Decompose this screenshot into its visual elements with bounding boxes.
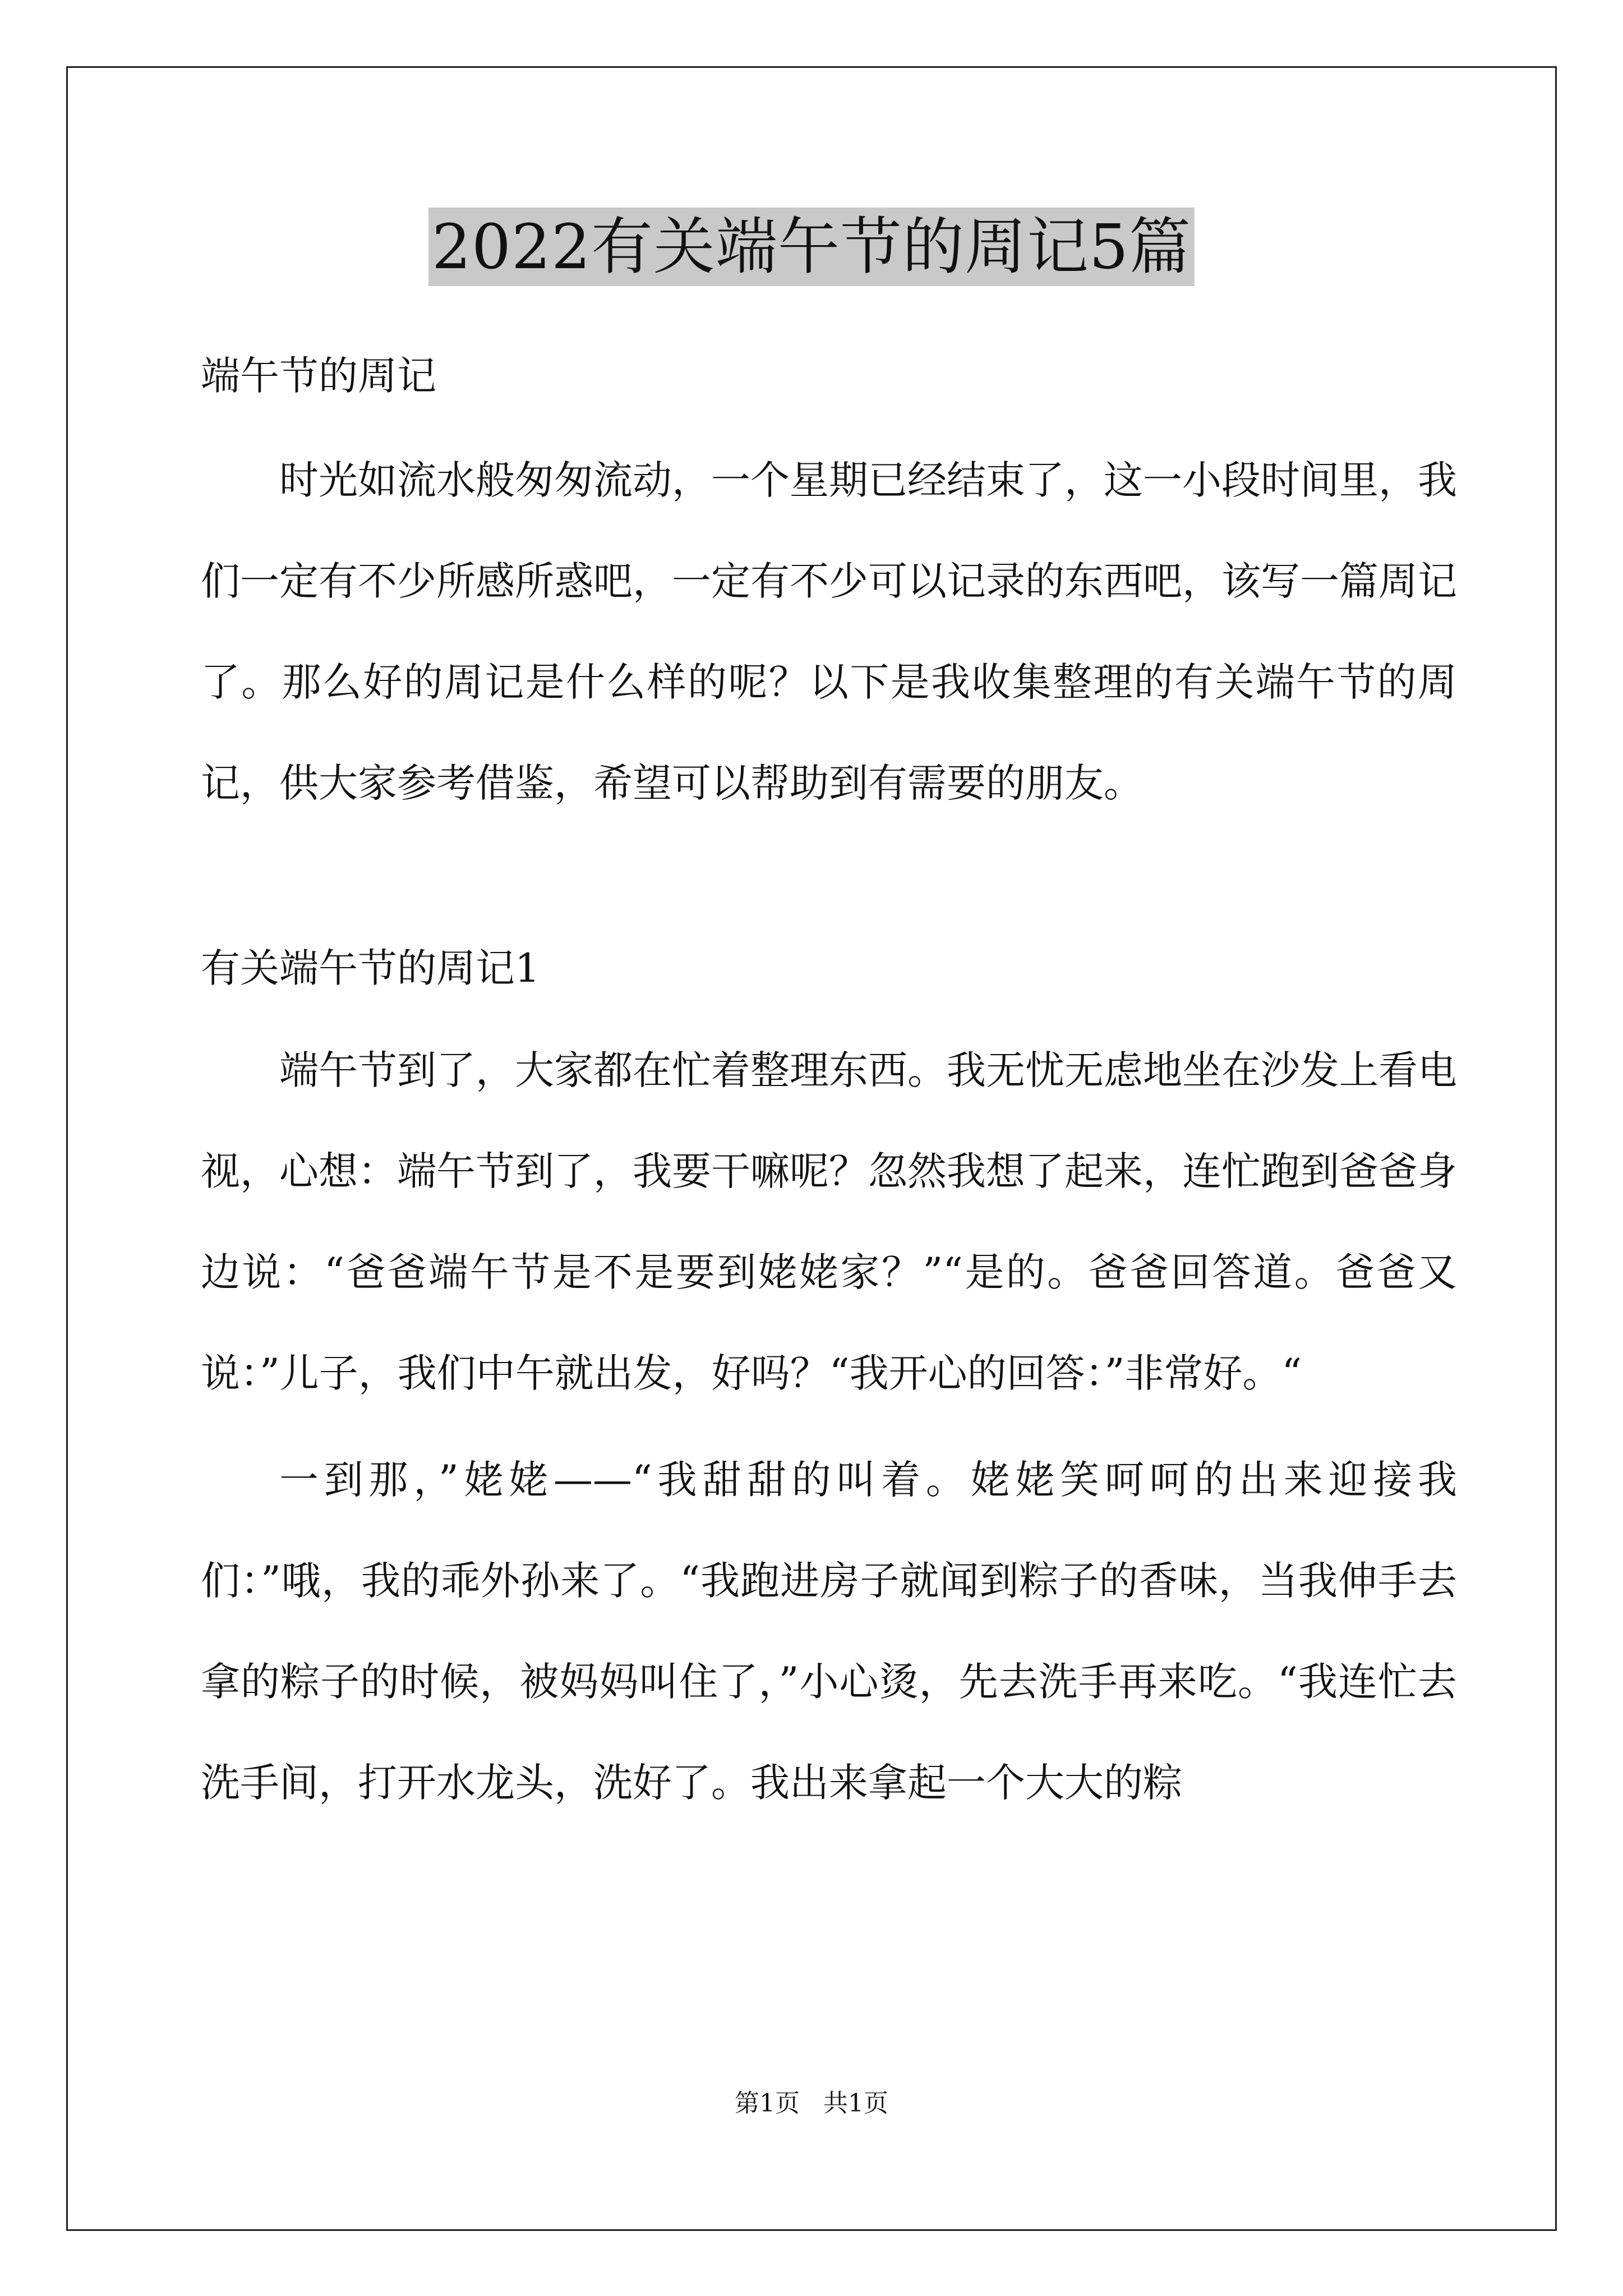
intro-heading: 端午节的周记 [201,353,436,399]
page-number-total: 共1页 [823,2089,888,2118]
document-body [201,337,1457,1833]
document-title: 2022有关端午节的周记5篇 [428,208,1195,286]
paragraph-1: 端午节到了，大家都在忙着整理东西。我无忧无虑地坐在沙发上看电视，心想：端午节到了，我要干嘛呢？忽然我想了起来，连忙跑到爸爸身边说：“爸爸端午节是不是要到姥姥家？”“是的。爸爸回答道。爸爸又说：”儿子，我们中午就出发，好吗？“我开心的回答：”非常好。“ [201,1047,1457,1396]
intro-paragraph: 时光如流水般匆匆流动，一个星期已经结束了，这一小段时间里，我们一定有不少所感所惑吧，一定有不少可以记录的东西吧，该写一篇周记了。那么好的周记是什么样的呢？以下是我收集整理的有关端午节的周记，供大家参考借鉴，希望可以帮助到有需要的朋友。 [201,457,1457,806]
paragraph-2: 一到那，”姥姥——“我甜甜的叫着。姥姥笑呵呵的出来迎接我们：”哦，我的乖外孙来了。“我跑进房子就闻到粽子的香味，当我伸手去拿的粽子的时候，被妈妈叫住了，”小心烫，先去洗手再来吃。“我连忙去洗手间，打开水龙头，洗好了。我出来拿起一个大大的粽 [201,1457,1457,1806]
page-footer [0,2087,1623,2120]
title-container [0,208,1623,286]
section-spacer [201,834,1457,929]
section-1-heading: 有关端午节的周记1 [201,945,540,991]
page-number-current: 第1页 [735,2089,800,2118]
